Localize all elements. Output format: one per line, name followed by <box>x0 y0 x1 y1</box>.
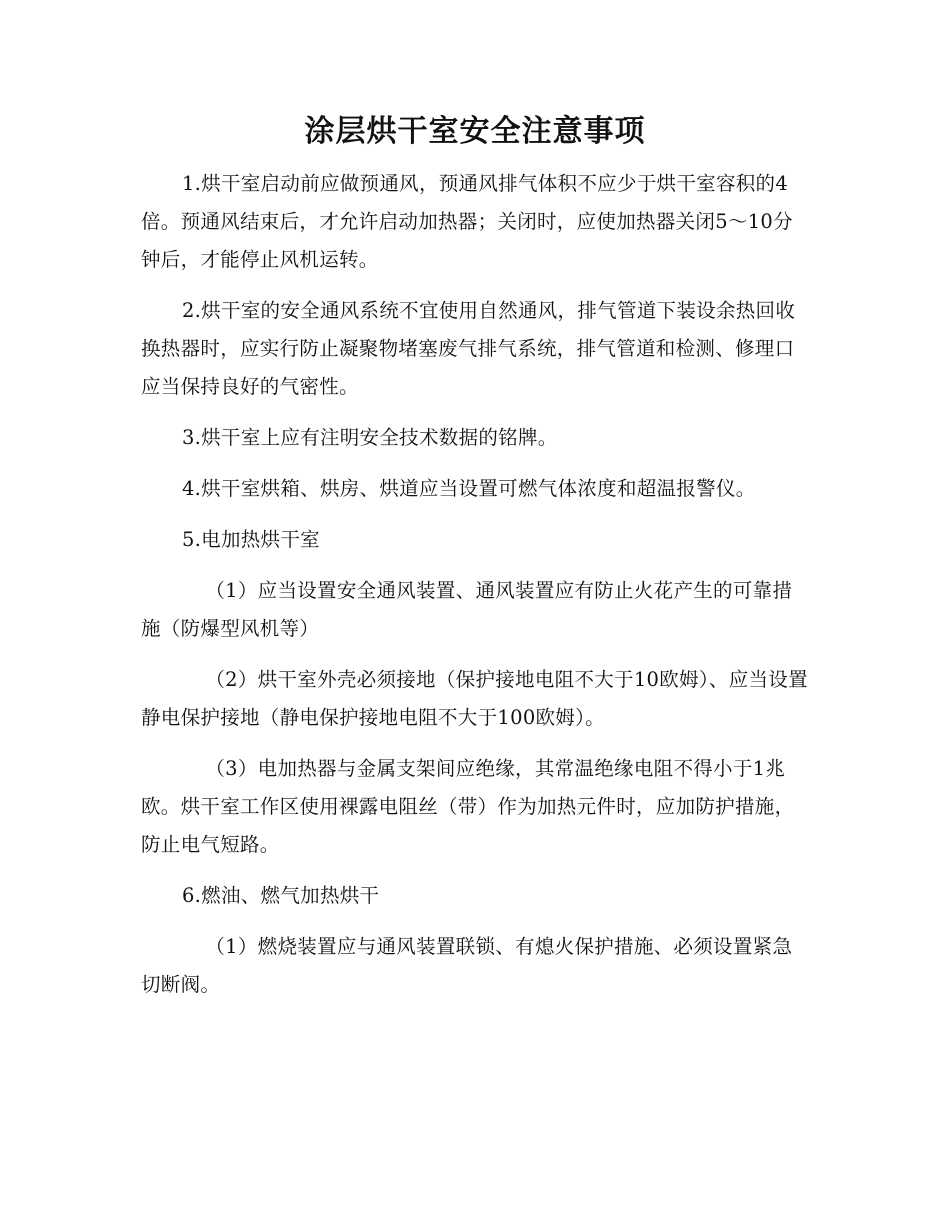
sub-item-5-3: （3）电加热器与金属支架间应绝缘，其常温绝缘电阻不得小于1兆欧。烘干室工作区使用裸露电阻丝（带）作为加热元件时，应加防护措施，防止电气短路。 <box>141 757 795 856</box>
sub-item-6-1: （1）燃烧装置应与通风装置联锁、有熄火保护措施、必须设置紧急切断阀。 <box>141 935 793 996</box>
sub-item-5-2: （2）烘干室外壳必须接地（保护接地电阻不大于10欧姆）、应当设置静电保护接地（静电保护接地电阻不大于100欧姆）。 <box>141 668 808 729</box>
paragraph-3: 3.烘干室上应有注明安全技术数据的铭牌。 <box>181 426 558 449</box>
sub-item-5-1: （1）应当设置安全通风装置、通风装置应有防止火花产生的可靠措施（防爆型风机等） <box>141 579 793 640</box>
paragraph-4: 4.烘干室烘箱、烘房、烘道应当设置可燃气体浓度和超温报警仪。 <box>181 477 756 500</box>
document-body <box>141 165 811 1017</box>
paragraph-2: 2.烘干室的安全通风系统不宜使用自然通风，排气管道下装设余热回收换热器时，应实行防止凝聚物堵塞废气排气系统，排气管道和检测、修理口应当保持良好的气密性。 <box>141 299 796 398</box>
document-title: 涂层烘干室安全注意事项 <box>304 114 646 149</box>
section-heading-fuel-heating: 6.燃油、燃气加热烘干 <box>181 884 380 907</box>
paragraph-1: 1.烘干室启动前应做预通风，预通风排气体积不应少于烘干室容积的4倍。预通风结束后，才允许启动加热器；关闭时，应使加热器关闭5～10分钟后，才能停止风机运转。 <box>141 172 793 271</box>
section-heading-electric-heating: 5.电加热烘干室 <box>181 528 320 551</box>
